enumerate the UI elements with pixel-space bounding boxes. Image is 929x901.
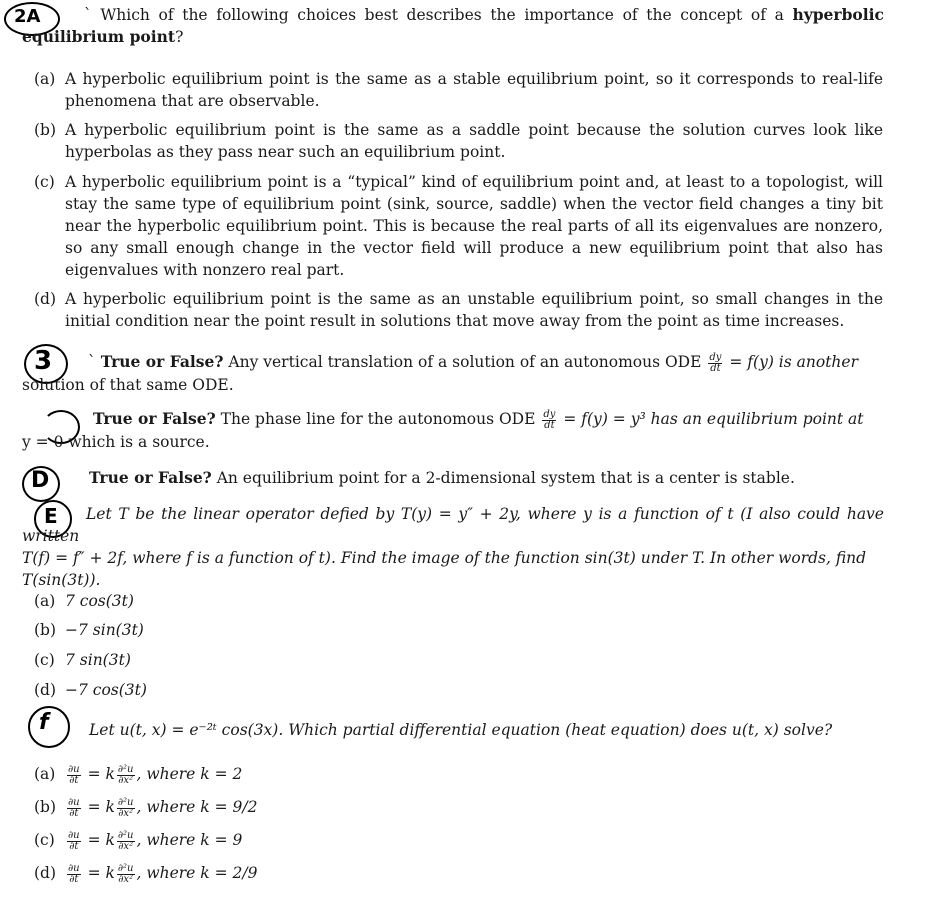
handwritten-marker-f: f — [39, 710, 49, 735]
handwritten-marker-3: 3 — [34, 346, 53, 376]
option-e-a[interactable]: (a) 7 cos(3t) — [34, 592, 134, 610]
true-false-label: True or False? — [92, 409, 216, 428]
option-2a-b[interactable] — [34, 119, 884, 163]
true-false-label: True or False? — [89, 468, 212, 487]
option-label: (a) — [34, 70, 56, 88]
option-2a-c[interactable] — [34, 171, 884, 281]
handwritten-circle-f — [28, 706, 70, 748]
option-text: A hyperbolic equilibrium point is the same as an unstable equilibrium point, so small changes in the initial condition near the point result in solutions that move away from the point as time increases. — [65, 290, 883, 330]
option-text: A hyperbolic equilibrium point is the same as a saddle point because the solution curves look like hyperbolas as they pass near such an equilibrium point. — [65, 121, 883, 161]
option-e-b[interactable]: (b) −7 sin(3t) — [34, 621, 144, 639]
option-f-a[interactable]: (a) $\frac{\partial u}{\partial t}$ = k $\frac{\text{∂²u}}{\text{∂x²}}$ , where k = 2 — [34, 763, 243, 786]
derivative-fraction: $\frac{dy}{dt}$ — [543, 408, 556, 431]
option-2a-a[interactable] — [34, 68, 884, 112]
question-c-text: True or False? The phase line for the autonomous ODE $\frac{dy}{dt}$ = f(y) = y³ has an equilibrium point at y = 0 which is a source. — [22, 408, 864, 451]
option-f-b[interactable]: (b) $\frac{\partial u}{\partial t}$ = k $\frac{\text{∂²u}}{\text{∂x²}}$ , where k = 9/2 — [34, 796, 258, 819]
handwritten-marker-e: E — [44, 504, 58, 528]
option-f-d[interactable]: (d) $\frac{\partial u}{\partial t}$ = k $\frac{\text{∂²u}}{\text{∂x²}}$ , where k = 2/9 — [34, 862, 258, 885]
true-false-label: True or False? — [100, 352, 224, 371]
option-label: (c) — [34, 173, 55, 191]
option-2a-d[interactable] — [34, 288, 884, 332]
question-e-text: Let T be the linear operator defied by T(y) = y″ + 2y, where y is a function of t (I also could have written T(f) = f″ + 2f, where f is a function of t). Find the image of the function sin(3t) under T. In other words, find T(sin(3t)). — [22, 505, 884, 589]
option-e-c[interactable]: (c) 7 sin(3t) — [34, 651, 131, 669]
question-d-text: True or False? An equilibrium point for a 2-dimensional system that is a center is stable. — [89, 468, 795, 487]
option-label: (d) — [34, 290, 57, 308]
option-label: (b) — [34, 121, 57, 139]
handwritten-marker-d: D — [31, 468, 50, 493]
option-text: A hyperbolic equilibrium point is a “typical” kind of equilibrium point and, at least to a topologist, will stay the same type of equilibrium point (sink, source, saddle) when the vector field changes a tiny bit near the hyperbolic equilibrium point. This is because the real parts of all its eigenvalues are nonzero, so any small enough change in the vector field will produce a new equilibrium point that also has eigenvalues with nonzero real part. — [65, 173, 883, 279]
question-2a-text: Which of the following choices best describes the importance of the concept of a — [100, 6, 784, 24]
option-text: A hyperbolic equilibrium point is the same as a stable equilibrium point, so it corresponds to real-life phenomena that are observable. — [65, 70, 883, 110]
handwritten-marker-2a: 2A — [14, 6, 41, 27]
question-f-text: Let u(t, x) = e⁻²ᵗ cos(3x). Which partial differential equation (heat equation) does u(t, x) solve? — [89, 721, 833, 739]
option-e-d[interactable]: (d) −7 cos(3t) — [34, 681, 147, 699]
question-2a-stem: ` Which of the following choices best describes the importance of the concept of a hyperbolic equilibrium point? — [22, 5, 884, 46]
option-f-c[interactable]: (c) $\frac{\partial u}{\partial t}$ = k $\frac{\text{∂²u}}{\text{∂x²}}$ , where k = 9 — [34, 829, 243, 852]
question-3-text: ` True or False? Any vertical translation of a solution of an autonomous ODE $\frac{dy}{dt}$ = f(y) is another solution of that same ODE. — [22, 351, 858, 394]
question-2a-bold-term: hyperbolic equilibrium point — [22, 5, 884, 46]
derivative-fraction: $\frac{dy}{dt}$ — [709, 351, 722, 374]
tick-mark: ` — [84, 6, 92, 24]
